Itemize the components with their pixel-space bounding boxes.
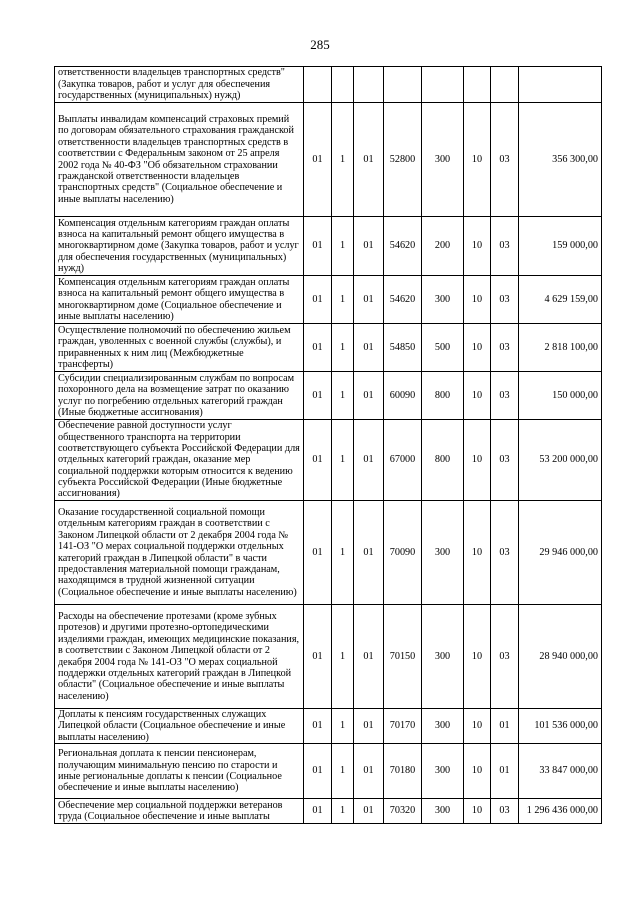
code-subprogram: 1 [332,276,354,324]
code-subsection: 03 [491,324,519,372]
budget-table [54,66,602,824]
code-expense-type: 800 [422,372,464,420]
amount-cell: 2 818 100,00 [519,324,602,372]
row-description: Расходы на обеспечение протезами (кроме зубных протезов) и другими протезно-ортопедическими изделиями граждан, имеющих медицинские показания, в соответствии с Законом Липецкой области от 2 декабря 2004 года № 141-ОЗ "О мерах социальной поддержки отдельных категорий граждан в Липецкой области" (Социальное обеспечение и иные выплаты населению) [55,605,304,709]
code-section: 10 [464,372,491,420]
table-row [55,709,602,744]
code-direction: 54850 [384,324,422,372]
code-program: 01 [304,276,332,324]
code-main-activity: 01 [354,799,384,824]
code-main-activity: 01 [354,372,384,420]
code-subprogram: 1 [332,420,354,501]
code-program: 01 [304,744,332,799]
amount-cell: 28 940 000,00 [519,605,602,709]
code-expense-type: 300 [422,103,464,217]
code-section: 10 [464,799,491,824]
row-description: Компенсация отдельным категориям граждан оплаты взноса на капитальный ремонт общего имущества в многоквартирном доме (Социальное обеспечение и иные выплаты населению) [55,276,304,324]
code-expense-type: 300 [422,605,464,709]
table-row [55,605,602,709]
amount-cell: 33 847 000,00 [519,744,602,799]
row-description: Обеспечение равной доступности услуг общественного транспорта на территории соответствующего субъекта Российской Федерации для отдельных категорий граждан, оказание мер социальной поддержки которым относится к ведению субъекта Российской Федерации (Иные бюджетные ассигнования) [55,420,304,501]
code-subsection: 03 [491,372,519,420]
code-expense-type: 300 [422,744,464,799]
code-main-activity [354,67,384,103]
amount-cell: 150 000,00 [519,372,602,420]
code-direction: 60090 [384,372,422,420]
code-subprogram: 1 [332,709,354,744]
code-main-activity: 01 [354,501,384,605]
table-row [55,217,602,276]
table-row [55,799,602,824]
amount-cell: 159 000,00 [519,217,602,276]
amount-cell: 4 629 159,00 [519,276,602,324]
table-row [55,420,602,501]
code-section: 10 [464,605,491,709]
code-program: 01 [304,605,332,709]
code-program: 01 [304,217,332,276]
code-direction: 70150 [384,605,422,709]
code-subsection: 03 [491,276,519,324]
row-description: Оказание государственной социальной помощи отдельным категориям граждан в соответствии с Законом Липецкой области от 2 декабря 2004 года № 141-ОЗ "О мерах социальной поддержки отдельных категорий граждан в Липецкой области" в части предоставления материальной помощи гражданам, находящимся в трудной жизненной ситуации (Социальное обеспечение и иные выплаты населению) [55,501,304,605]
code-program: 01 [304,103,332,217]
row-description: ответственности владельцев транспортных средств" (Закупка товаров, работ и услуг для обеспечения государственных (муниципальных) нужд) [55,67,304,103]
code-main-activity: 01 [354,276,384,324]
code-subprogram: 1 [332,103,354,217]
row-description: Осуществление полномочий по обеспечению жильем граждан, уволенных с военной службы (службы), и приравненных к ним лиц (Межбюджетные трансферты) [55,324,304,372]
code-subsection: 03 [491,420,519,501]
code-section: 10 [464,501,491,605]
table-row [55,103,602,217]
code-section: 10 [464,744,491,799]
code-expense-type: 300 [422,799,464,824]
amount-cell [519,67,602,103]
code-main-activity: 01 [354,709,384,744]
code-subsection: 01 [491,744,519,799]
code-direction: 70320 [384,799,422,824]
code-section: 10 [464,276,491,324]
table-row [55,501,602,605]
code-subsection: 03 [491,217,519,276]
row-description: Доплаты к пенсиям государственных служащих Липецкой области (Социальное обеспечение и иные выплаты населению) [55,709,304,744]
code-main-activity: 01 [354,217,384,276]
code-direction: 52800 [384,103,422,217]
code-section [464,67,491,103]
row-description: Обеспечение мер социальной поддержки ветеранов труда (Социальное обеспечение и иные выплаты [55,799,304,824]
code-subprogram: 1 [332,605,354,709]
code-expense-type: 300 [422,276,464,324]
code-program: 01 [304,501,332,605]
table-row [55,744,602,799]
code-section: 10 [464,217,491,276]
code-main-activity: 01 [354,324,384,372]
code-program: 01 [304,372,332,420]
code-direction: 70170 [384,709,422,744]
code-direction: 70180 [384,744,422,799]
code-subprogram: 1 [332,217,354,276]
code-subsection: 03 [491,605,519,709]
code-main-activity: 01 [354,103,384,217]
code-program: 01 [304,420,332,501]
code-main-activity: 01 [354,605,384,709]
row-description: Компенсация отдельным категориям граждан оплаты взноса на капитальный ремонт общего имущества в многоквартирном доме (Закупка товаров, работ и услуг для обеспечения государственных (муниципальных) нужд) [55,217,304,276]
code-expense-type: 800 [422,420,464,501]
table-row [55,276,602,324]
code-expense-type: 300 [422,709,464,744]
code-subprogram [332,67,354,103]
code-program: 01 [304,709,332,744]
code-expense-type: 300 [422,501,464,605]
amount-cell: 53 200 000,00 [519,420,602,501]
code-direction [384,67,422,103]
code-subprogram: 1 [332,501,354,605]
code-subsection [491,67,519,103]
row-description: Субсидии специализированным службам по вопросам похоронного дела на возмещение затрат по оказанию услуг по погребению отдельных категорий граждан (Иные бюджетные ассигнования) [55,372,304,420]
page-number: 285 [310,37,330,52]
code-expense-type: 500 [422,324,464,372]
code-program [304,67,332,103]
code-expense-type: 200 [422,217,464,276]
code-subsection: 03 [491,799,519,824]
code-subprogram: 1 [332,372,354,420]
code-section: 10 [464,103,491,217]
code-direction: 54620 [384,276,422,324]
amount-cell: 101 536 000,00 [519,709,602,744]
code-subprogram: 1 [332,799,354,824]
code-section: 10 [464,324,491,372]
table-row [55,372,602,420]
code-expense-type [422,67,464,103]
row-description: Выплаты инвалидам компенсаций страховых премий по договорам обязательного страхования гражданской ответственности владельцев транспортных средств в соответствии с Федеральным законом от 25 апреля 2002 года № 40-ФЗ "Об обязательном страховании гражданской ответственности владельцев транспортных средств" (Социальное обеспечение и иные выплаты населению) [55,103,304,217]
amount-cell: 356 300,00 [519,103,602,217]
row-description: Региональная доплата к пенсии пенсионерам, получающим минимальную пенсию по старости и иные региональные доплаты к пенсии (Социальное обеспечение и иные выплаты населению) [55,744,304,799]
code-section: 10 [464,420,491,501]
code-subsection: 03 [491,103,519,217]
code-subprogram: 1 [332,324,354,372]
code-main-activity: 01 [354,420,384,501]
table-row [55,324,602,372]
code-subsection: 01 [491,709,519,744]
code-subprogram: 1 [332,744,354,799]
amount-cell: 1 296 436 000,00 [519,799,602,824]
code-subsection: 03 [491,501,519,605]
code-direction: 67000 [384,420,422,501]
code-main-activity: 01 [354,744,384,799]
code-direction: 70090 [384,501,422,605]
amount-cell: 29 946 000,00 [519,501,602,605]
code-program: 01 [304,324,332,372]
code-program: 01 [304,799,332,824]
table-row [55,67,602,103]
code-direction: 54620 [384,217,422,276]
code-section: 10 [464,709,491,744]
